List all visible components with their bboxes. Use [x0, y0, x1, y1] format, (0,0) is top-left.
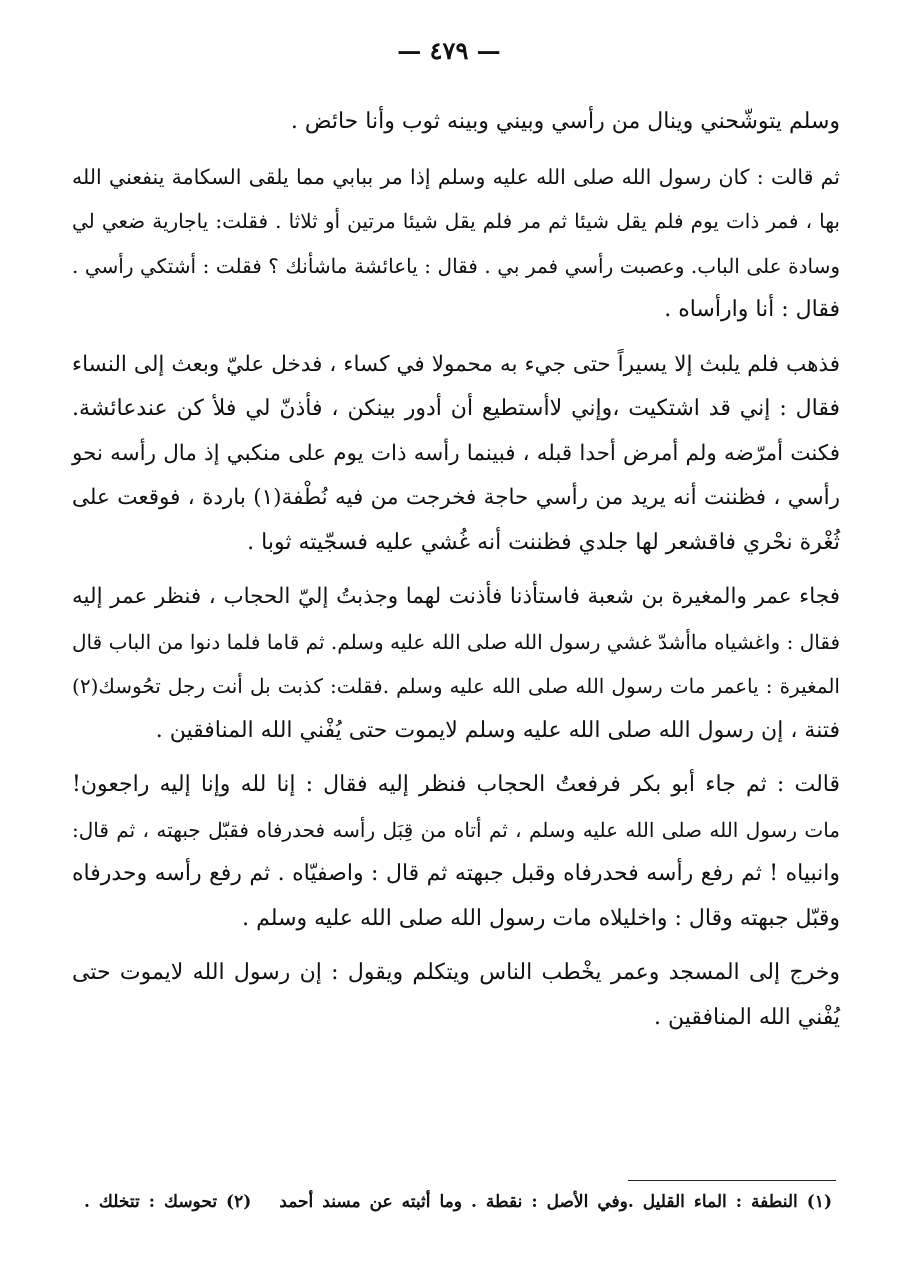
paragraph-4 [72, 575, 840, 753]
footnotes [84, 1192, 832, 1212]
text-line: وانبياه ! ثم رفع رأسه فحدرفاه وقبل جبهته ثم قال : واصفيّاه . ثم رفع رأسه وحدرفاه [72, 861, 840, 886]
text-line: مات رسول الله صلى الله عليه وسلم ، ثم أتاه من قِبَل رأسه فحدرفاه فقبّل جبهته ، ثم قال: [72, 817, 840, 842]
text-line: فجاء عمر والمغيرة بن شعبة فاستأذنا فأذنت لهما وجذبتُ إليّ الحجاب ، فنظر عمر إليه [72, 584, 840, 609]
paragraph-2 [72, 155, 840, 333]
text-line: ثم قالت : كان رسول الله صلى الله عليه وسلم إذا مر ببابي مما يلقى السكامة ينفعني الله [72, 164, 840, 189]
text-line: يُفْني الله المنافقين . [653, 1004, 840, 1030]
text-line: قالت : ثم جاء أبو بكر فرفعتُ الحجاب فنظر إليه فقال : إنا لله وإنا إليه راجعون! [72, 772, 840, 797]
paragraph-1 [72, 100, 840, 145]
text-line: فقال : أنا وارأساه . [664, 297, 840, 322]
text-line: وسادة على الباب. وعصبت رأسي فمر بي . فقال : ياعائشة ماشأنك ؟ فقلت : أشتكي رأسي . [72, 253, 840, 278]
footnote-1: (١) النطفة : الماء القليل .وفي الأصل : نقطة . وما أثبته عن مسند أحمد [279, 1192, 832, 1212]
page-number: — ٤٧٩ — [397, 36, 501, 65]
text-line: فقال : واغشياه ماأشدّ غشي رسول الله صلى الله عليه وسلم. ثم قاما فلما دنوا من الباب قال [72, 629, 840, 654]
body-text [72, 100, 840, 1050]
text-line: فكنت أمرّضه ولم أمرض أحدا قبله ، فبينما رأسه ذات يوم على منكبي إذ مال رأسه نحو [72, 440, 840, 466]
text-line: وسلم يتوشّحني وينال من رأسي وبيني وبينه ثوب وأنا حائض . [290, 109, 840, 134]
footnote-2: (٢) تحوسك : تتخلك . [84, 1192, 252, 1212]
text-line: بها ، فمر ذات يوم فلم يقل شيئا ثم مر فلم يقل شيئا مرتين أو ثلاثا . فقلت: ياجارية ضعي لي [72, 209, 841, 233]
footnote-separator [628, 1180, 836, 1181]
paragraph-5 [72, 763, 840, 941]
text-line: وخرج إلى المسجد وعمر يخْطب الناس ويتكلم ويقول : إن رسول الله لايموت حتى [72, 960, 840, 985]
text-line: ثُغْرة نحْري فاقشعر لها جلدي فظننت أنه غُشي عليه فسجّيته ثوبا . [247, 529, 840, 555]
text-line: فقال : إني قد اشتكيت ،وإني لاأستطيع أن أدور بينكن ، فأذنّ لي فلأ كن عندعائشة. [72, 396, 840, 421]
text-line: فذهب فلم يلبث إلا يسيراً حتى جيء به محمولا في كساء ، فدخل عليّ وبعث إلى النساء [72, 351, 840, 377]
text-line: فتنة ، إن رسول الله صلى الله عليه وسلم لايموت حتى يُفْني الله المنافقين . [155, 717, 840, 743]
paragraph-3 [72, 343, 840, 566]
text-line: المغيرة : ياعمر مات رسول الله صلى الله عليه وسلم .فقلت: كذبت بل أنت رجل تحُوسك(٢) [72, 674, 840, 698]
paragraph-6 [72, 951, 840, 1040]
text-line: وقبّل جبهته وقال : واخليلاه مات رسول الله صلى الله عليه وسلم . [242, 905, 840, 931]
text-line: رأسي ، فظننت أنه يريد من رأسي حاجة فخرجت من فيه نُطْفة(١) باردة ، فوقعت على [72, 485, 840, 510]
